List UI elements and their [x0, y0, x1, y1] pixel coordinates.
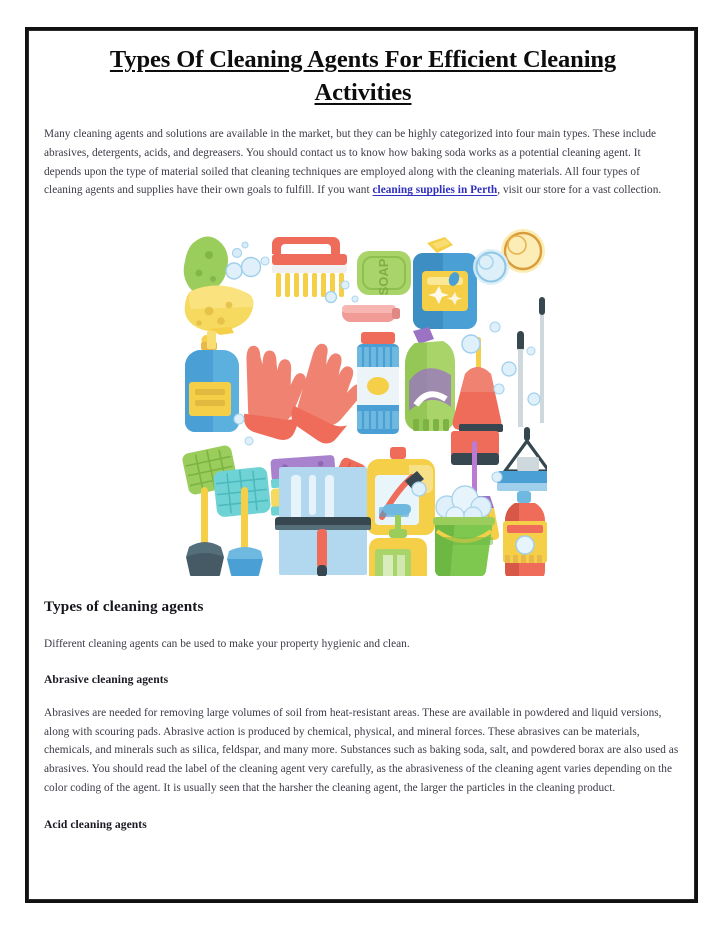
spacer	[44, 686, 682, 704]
document-page	[28, 30, 695, 900]
cleaning-supplies-perth-link[interactable]: cleaning supplies in Perth	[372, 184, 498, 197]
spacer	[44, 798, 682, 818]
section-heading-types-of-cleaning-agents: Types of cleaning agents	[44, 598, 204, 616]
page-border-frame	[25, 27, 698, 903]
svg-text:SOAP: SOAP	[376, 258, 391, 296]
page-title	[44, 44, 682, 109]
subheading-acid-cleaning-agents: Acid cleaning agents	[44, 817, 147, 831]
section-intro-paragraph: Different cleaning agents can be used to make your property hygienic and clean.	[44, 638, 410, 651]
cleaning-supplies-illustration	[179, 219, 547, 576]
illustration-container	[44, 219, 682, 576]
intro-paragraph	[44, 125, 682, 200]
page-title-line-2: Activities	[314, 78, 412, 106]
soap-tube-shape	[342, 305, 400, 322]
subheading-abrasive-cleaning-agents: Abrasive cleaning agents	[44, 672, 169, 686]
spacer	[44, 576, 682, 598]
intro-text-before-link: Many cleaning agents and solutions are available in the market, but they can be highly categorized into four main types. These include abrasives, detergents, acids, and degreasers. You should contact us to know how baking soda works as a potential cleaning agent. It depends upon the type of material soiled that cleaning techniques are employed along with the cleaning materials. All four types of cleaning agents and supplies have their own goals to fulfill. If you want	[44, 128, 657, 197]
bucket-with-suds-shape	[433, 486, 495, 576]
soap-bar-shape	[357, 251, 411, 295]
mop-shape	[517, 331, 524, 427]
intro-text-after-link: , visit our store for a vast collection.	[497, 184, 662, 197]
spacer	[44, 654, 682, 673]
abrasive-body-paragraph: Abrasives are needed for removing large volumes of soil from heat-resistant areas. These are available in powdered and liquid versions, along with scouring pads. Abrasive action is produced by chemical, physical, and mineral forces. These abrasives can be materials, chemicals, and minerals such as silica, feldspar, and many more. Substances such as baking soda, salt, and powdered borax are also used as abrasives. You should read the label of the cleaning agent very carefully, as the abrasiveness of the cleaning agent varies depending on the color coding of the agent. It is usually seen that the harsher the cleaning agent, the larger the particles in the cleaning product.	[44, 706, 679, 794]
spacer	[44, 616, 682, 635]
cleanser-can-shape	[357, 332, 399, 434]
window-squeegee-shape	[275, 467, 371, 576]
page-title-line-1: Types Of Cleaning Agents For Efficient Cleaning	[109, 46, 617, 73]
